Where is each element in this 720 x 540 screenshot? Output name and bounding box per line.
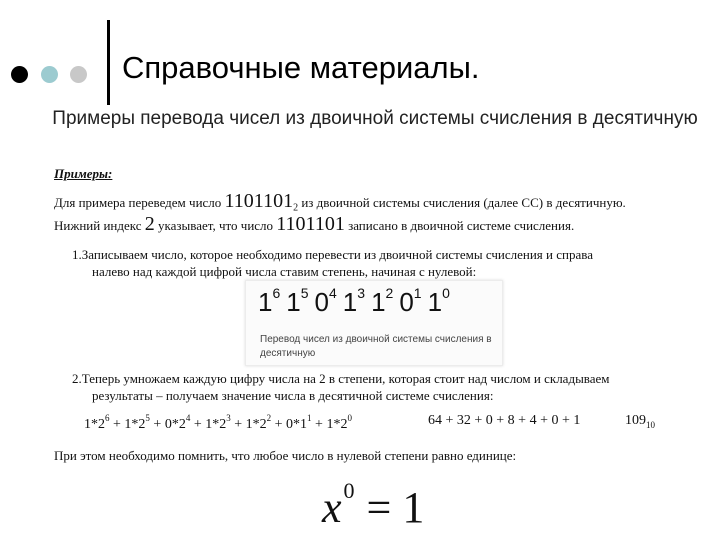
bullet-dot-teal: [41, 66, 58, 83]
binary-base: 2: [293, 202, 299, 214]
expansion-formula: [84, 413, 352, 433]
expansion-term: 1*2: [326, 417, 348, 432]
expansion-term: 1*2: [245, 417, 267, 432]
bullet-dot-dark: [11, 66, 28, 83]
expansion-operator: +: [190, 417, 206, 432]
image-caption: Перевод чисел из двоичной системы счисления в десятичную: [260, 334, 492, 359]
result-value: [625, 413, 655, 430]
expansion-operator: +: [271, 417, 287, 432]
expansion-power: 0: [347, 413, 352, 423]
powers-formula: [258, 285, 456, 318]
expansion-power: 1: [307, 413, 312, 423]
power-exponent: 1: [413, 285, 422, 301]
power-digit: 1: [258, 287, 273, 317]
result-number: 109: [625, 413, 646, 428]
power-exponent: 3: [357, 285, 366, 301]
intro-text: указывает, что число: [158, 218, 274, 233]
expansion-power: 6: [105, 413, 110, 423]
power-exponent: 2: [385, 285, 394, 301]
bullet-dot-gray: [70, 66, 87, 83]
slide-title: Справочные материалы.: [122, 50, 480, 85]
expansion-operator: +: [230, 417, 246, 432]
index-number: 2: [144, 213, 155, 235]
expansion-term: 1*2: [205, 417, 227, 432]
step1-line-2: налево над каждой цифрой числа ставим степень, начиная с нулевой:: [92, 264, 477, 279]
title-divider: [107, 20, 110, 105]
expansion-power: 4: [185, 413, 191, 423]
expansion-power: 5: [145, 413, 150, 423]
expansion-power: 3: [226, 413, 231, 423]
sum-formula: 64 + 32 + 0 + 8 + 4 + 0 + 1: [428, 413, 581, 428]
result-base: 10: [646, 419, 655, 430]
power-digit: 1: [342, 287, 358, 317]
expansion-power: 2: [266, 413, 272, 423]
intro-text: Нижний индекс: [54, 218, 142, 233]
step1-line-1: 1.Записываем число, которое необходимо перевести из двоичной системы счисления и справа: [72, 247, 593, 262]
power-exponent: 4: [329, 285, 337, 301]
intro-line-2: [54, 213, 574, 236]
binary-number: 1101101: [224, 190, 294, 212]
power-exponent: 6: [272, 285, 281, 301]
power-digit: 1: [427, 287, 443, 317]
power-digit: 1: [371, 287, 386, 317]
expansion-term: 0*2: [164, 417, 186, 432]
expansion-operator: +: [149, 417, 165, 432]
intro-line-1: [54, 190, 626, 214]
zero-power-formula: [322, 478, 424, 533]
formula-power: 0: [343, 478, 355, 503]
power-digit: 0: [399, 287, 414, 317]
power-digit: 0: [314, 287, 329, 317]
power-exponent: 0: [442, 285, 450, 301]
expansion-term: 0*1: [286, 417, 308, 432]
expansion-operator: +: [311, 417, 327, 432]
zero-power-note: При этом необходимо помнить, что любое число в нулевой степени равно единице:: [54, 448, 517, 463]
expansion-term: 1*2: [84, 417, 105, 432]
formula-base: x: [322, 483, 342, 532]
power-digit: 1: [286, 287, 301, 317]
formula-rest: = 1: [366, 483, 425, 532]
slide-subtitle: Примеры перевода чисел из двоичной системы счисления в десятичную: [52, 108, 698, 129]
powers-image: [245, 280, 503, 366]
power-exponent: 5: [300, 285, 309, 301]
binary-number: 1101101: [276, 213, 345, 235]
intro-text: записано в двоичной системе счисления.: [348, 218, 575, 233]
intro-text: Для примера переведем число: [54, 195, 222, 210]
step2-line-1: 2.Теперь умножаем каждую цифру числа на 2 в степени, которая стоит над числом и складываем: [72, 371, 610, 386]
intro-text: из двоичной системы счисления (далее СС) в десятичную.: [301, 195, 626, 210]
expansion-operator: +: [109, 417, 125, 432]
examples-heading: Примеры:: [54, 166, 113, 181]
expansion-term: 1*2: [124, 417, 146, 432]
step2-line-2: результаты – получаем значение числа в десятичной системе счисления:: [92, 388, 494, 403]
